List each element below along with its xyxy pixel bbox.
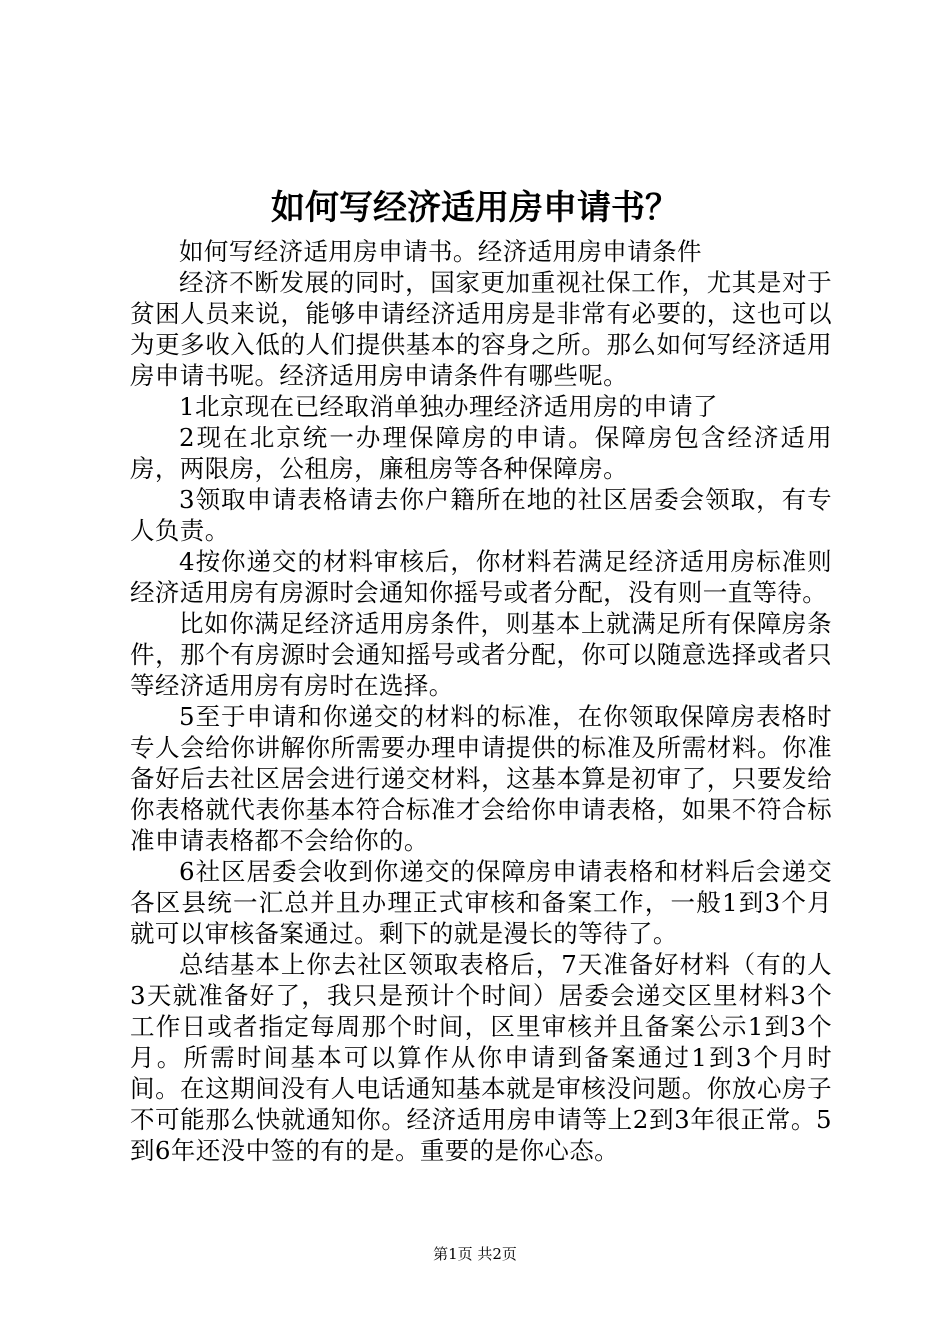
page-footer: 第1页 共2页	[433, 1245, 517, 1263]
document-title: 如何写经济适用房申请书？	[271, 188, 679, 228]
document-body	[130, 236, 832, 1166]
paragraph-background: 经济不断发展的同时，国家更加重视社保工作，尤其是对于贫困人员来说，能够申请经济适用房是非常有必要的，这也可以为更多收入低的人们提供基本的容身之所。那么如何写经济适用房申请书呢。经济适用房申请条件有哪些呢。	[130, 268, 832, 390]
paragraph-summary: 总结基本上你去社区领取表格后，7天准备好材料（有的人3天就准备好了，我只是预计个时间）居委会递交区里材料3个工作日或者指定每周那个时间，区里审核并且备案公示1到3个月。所需时间基本可以算作从你申请到备案通过1到3个月时间。在这期间没有人电话通知基本就是审核没问题。你放心房子不可能那么快就通知你。经济适用房申请等上2到3年很正常。5到6年还没中签的有的是。重要的是你心态。	[130, 950, 832, 1165]
paragraph-item-5: 5至于申请和你递交的材料的标准，在你领取保障房表格时专人会给你讲解你所需要办理申请提供的标准及所需材料。你准备好后去社区居会进行递交材料，这基本算是初审了，只要发给你表格就代表你基本符合标准才会给你申请表格，如果不符合标准申请表格都不会给你的。	[130, 702, 832, 855]
paragraph-intro: 如何写经济适用房申请书。经济适用房申请条件	[179, 237, 702, 266]
paragraph-item-3: 3领取申请表格请去你户籍所在地的社区居委会领取，有专人负责。	[130, 485, 832, 545]
paragraph-example: 比如你满足经济适用房条件，则基本上就满足所有保障房条件，那个有房源时会通知摇号或者分配，你可以随意选择或者只等经济适用房有房时在选择。	[130, 609, 832, 700]
paragraph-item-2: 2现在北京统一办理保障房的申请。保障房包含经济适用房，两限房，公租房，廉租房等各种保障房。	[130, 423, 832, 483]
paragraph-item-4: 4按你递交的材料审核后，你材料若满足经济适用房标准则经济适用房有房源时会通知你摇号或者分配，没有则一直等待。	[130, 547, 832, 607]
paragraph-item-1: 1北京现在已经取消单独办理经济适用房的申请了	[179, 392, 718, 421]
paragraph-item-6: 6社区居委会收到你递交的保障房申请表格和材料后会递交各区县统一汇总并且办理正式审核和备案工作，一般1到3个月就可以审核备案通过。剩下的就是漫长的等待了。	[130, 857, 832, 948]
